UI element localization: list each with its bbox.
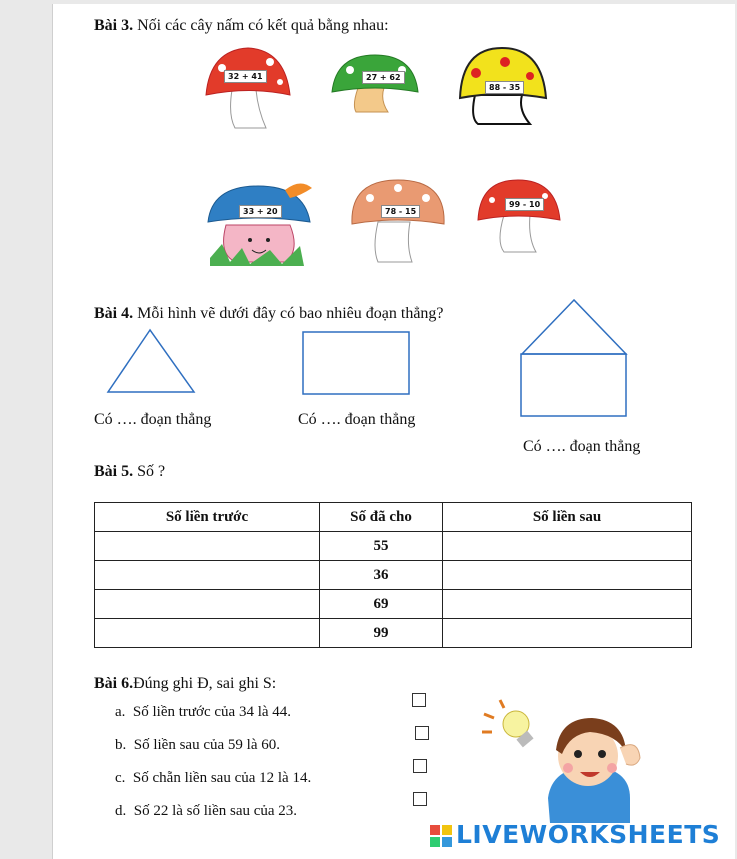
bai5-number: Bài 5. bbox=[94, 463, 134, 480]
cell-next-input[interactable] bbox=[443, 590, 692, 619]
lightbulb-icon bbox=[482, 700, 534, 747]
caption-house: Có …. đoạn thẳng bbox=[523, 438, 641, 455]
statement-b bbox=[115, 737, 280, 754]
logo-text: LIVEWORKSHEETS bbox=[456, 820, 721, 849]
bai3-instruction: Nối các cây nấm có kết quả bằng nhau: bbox=[133, 17, 389, 34]
statement-label: b. bbox=[115, 737, 127, 753]
cell-previous-input[interactable] bbox=[95, 532, 320, 561]
mushroom-4[interactable] bbox=[208, 183, 312, 266]
caption-rectangle: Có …. đoạn thẳng bbox=[298, 411, 416, 428]
bai6-instruction: Đúng ghi Đ, sai ghi S: bbox=[133, 675, 277, 692]
caption-triangle: Có …. đoạn thẳng bbox=[94, 411, 212, 428]
bai3-number: Bài 3. bbox=[94, 17, 134, 34]
cell-given: 99 bbox=[320, 619, 443, 648]
mushroom-1-expression: 32 + 41 bbox=[224, 70, 267, 83]
mushroom-4-expression: 33 + 20 bbox=[239, 205, 282, 218]
statement-text: Số chẵn liền sau của 12 là 14. bbox=[132, 770, 312, 786]
statement-label: a. bbox=[115, 704, 126, 720]
house-roof-figure bbox=[522, 300, 626, 354]
cell-next-input[interactable] bbox=[443, 561, 692, 590]
header-given: Số đã cho bbox=[320, 503, 443, 532]
cell-given: 69 bbox=[320, 590, 443, 619]
table-row bbox=[95, 590, 692, 619]
geometry-figures bbox=[0, 290, 737, 430]
statement-a bbox=[115, 704, 291, 721]
bai5-heading bbox=[94, 463, 165, 481]
mushroom-6[interactable] bbox=[478, 180, 560, 252]
statement-label: c. bbox=[115, 770, 126, 786]
liveworksheets-logo-icon bbox=[430, 825, 452, 847]
cell-previous-input[interactable] bbox=[95, 590, 320, 619]
table-row bbox=[95, 619, 692, 648]
statement-label: d. bbox=[115, 803, 127, 819]
table-row bbox=[95, 561, 692, 590]
mushroom-illustrations bbox=[0, 0, 737, 300]
cell-next-input[interactable] bbox=[443, 532, 692, 561]
cell-given: 36 bbox=[320, 561, 443, 590]
bai6-heading bbox=[94, 675, 276, 693]
table-row bbox=[95, 532, 692, 561]
bai4-instruction: Mỗi hình vẽ dưới đây có bao nhiêu đoạn thẳng? bbox=[133, 305, 444, 322]
mushroom-5[interactable] bbox=[352, 180, 444, 262]
mushroom-5-expression: 78 - 15 bbox=[381, 205, 420, 218]
cell-previous-input[interactable] bbox=[95, 619, 320, 648]
cell-given: 55 bbox=[320, 532, 443, 561]
answer-box-d[interactable] bbox=[413, 792, 427, 806]
answer-box-c[interactable] bbox=[413, 759, 427, 773]
answer-box-a[interactable] bbox=[412, 693, 426, 707]
bai5-instruction: Số ? bbox=[133, 463, 166, 480]
mushroom-6-expression: 99 - 10 bbox=[505, 198, 544, 211]
statement-c bbox=[115, 770, 311, 787]
statement-d bbox=[115, 803, 297, 820]
triangle-figure bbox=[108, 330, 194, 392]
mushroom-2-expression: 27 + 62 bbox=[362, 71, 405, 84]
bai6-number: Bài 6. bbox=[94, 675, 134, 692]
header-next: Số liền sau bbox=[443, 503, 692, 532]
mushroom-1[interactable] bbox=[206, 48, 290, 128]
mushroom-3-expression: 88 - 35 bbox=[485, 81, 524, 94]
bai4-number: Bài 4. bbox=[94, 305, 134, 322]
girl-figure bbox=[548, 718, 640, 823]
house-body-figure bbox=[521, 354, 626, 416]
answer-box-b[interactable] bbox=[415, 726, 429, 740]
header-previous: Số liền trước bbox=[95, 503, 320, 532]
rectangle-figure bbox=[303, 332, 409, 394]
statement-text: Số liền sau của 59 là 60. bbox=[133, 737, 280, 753]
statement-text: Số liền trước của 34 là 44. bbox=[132, 704, 292, 720]
number-table bbox=[94, 502, 692, 648]
statement-text: Số 22 là số liền sau của 23. bbox=[133, 803, 298, 819]
girl-lightbulb-illustration bbox=[470, 688, 670, 823]
liveworksheets-logo bbox=[430, 820, 720, 849]
table-header-row bbox=[95, 503, 692, 532]
cell-next-input[interactable] bbox=[443, 619, 692, 648]
cell-previous-input[interactable] bbox=[95, 561, 320, 590]
